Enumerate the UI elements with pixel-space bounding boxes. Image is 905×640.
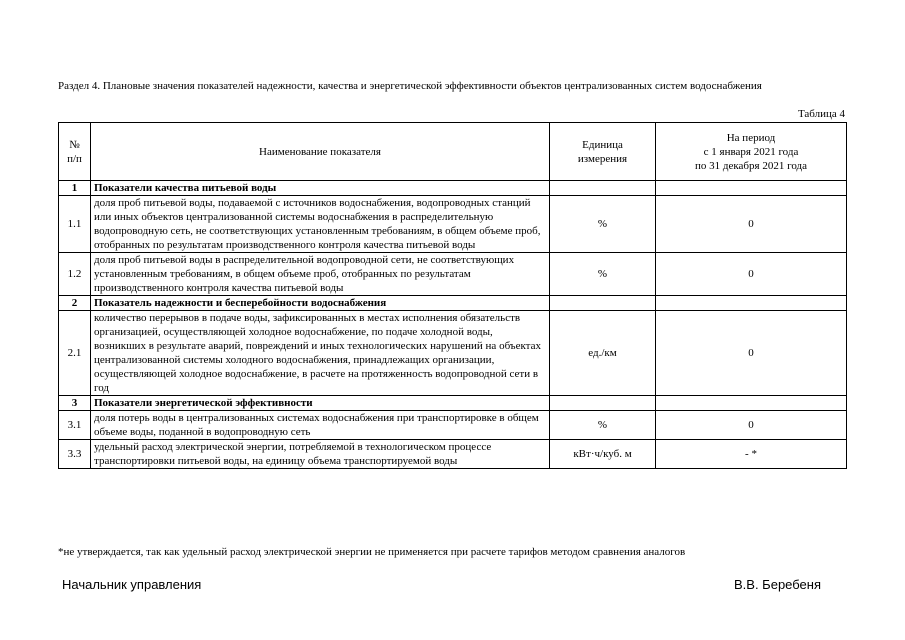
- indicators-table: [58, 122, 847, 469]
- cell-num: 1.1: [59, 196, 91, 253]
- cell-num: 1: [59, 181, 91, 196]
- cell-unit: [550, 396, 656, 411]
- cell-num: 2.1: [59, 311, 91, 396]
- cell-name: доля проб питьевой воды в распределительной водопроводной сети, не соответствующих установленным требованиям, в общем объеме проб, отобранных по результатам производственного контроля качества питьевой воды: [91, 253, 550, 296]
- cell-name: удельный расход электрической энергии, потребляемой в технологическом процессе транспортировки питьевой воды, на единицу объема транспортируемой воды: [91, 440, 550, 469]
- table-section-row: [59, 396, 847, 411]
- cell-num: 3.3: [59, 440, 91, 469]
- cell-unit: %: [550, 196, 656, 253]
- cell-value: 0: [656, 196, 847, 253]
- header-period-line2: с 1 января 2021 года: [703, 145, 799, 158]
- cell-name: Показатели качества питьевой воды: [91, 181, 550, 196]
- section-heading: Раздел 4. Плановые значения показателей надежности, качества и энергетической эффективности объектов централизованных систем водоснабжения: [58, 80, 762, 92]
- signer-title: Начальник управления: [62, 577, 202, 592]
- cell-unit: кВт·ч/куб. м: [550, 440, 656, 469]
- cell-name: Показатели энергетической эффективности: [91, 396, 550, 411]
- table-row: [59, 196, 847, 253]
- cell-unit: %: [550, 411, 656, 440]
- header-name: Наименование показателя: [91, 123, 550, 181]
- cell-num: 1.2: [59, 253, 91, 296]
- header-unit: Единица измерения: [550, 123, 656, 181]
- table-body: [59, 181, 847, 469]
- cell-unit: %: [550, 253, 656, 296]
- cell-num: 3: [59, 396, 91, 411]
- table-header-row: [59, 123, 847, 181]
- header-period-line1: На период: [726, 131, 776, 144]
- cell-value: 0: [656, 253, 847, 296]
- cell-name: Показатель надежности и бесперебойности водоснабжения: [91, 296, 550, 311]
- table-row: [59, 440, 847, 469]
- cell-value: [656, 296, 847, 311]
- cell-value: [656, 396, 847, 411]
- cell-value: 0: [656, 311, 847, 396]
- cell-unit: [550, 181, 656, 196]
- cell-unit: [550, 296, 656, 311]
- cell-unit: ед./км: [550, 311, 656, 396]
- cell-num: 2: [59, 296, 91, 311]
- cell-name: количество перерывов в подаче воды, зафиксированных в местах исполнения обязательств организацией, осуществляющей холодное водоснабжение, по подаче холодной воды, возникших в результате аварий, повреждений и иных технологических нарушений на объектах централизованной системы холодного водоснабжения, принадлежащих организации, осуществляющей холодное водоснабжение, в расчете на протяженность водопроводной сети в год: [91, 311, 550, 396]
- table-caption: Таблица 4: [797, 108, 845, 120]
- table-row: [59, 253, 847, 296]
- cell-value: [656, 181, 847, 196]
- footnote: *не утверждается, так как удельный расход электрической энергии не применяется при расчете тарифов методом сравнения аналогов: [58, 546, 686, 558]
- table-row: [59, 411, 847, 440]
- table-section-row: [59, 181, 847, 196]
- header-period-line3: по 31 декабря 2021 года: [695, 159, 807, 172]
- cell-name: доля проб питьевой воды, подаваемой с источников водоснабжения, водопроводных станций или иных объектов централизованной системы водоснабжения в распределительную водопроводную сеть, не соответствующих установленным требованиям, в общем объеме проб, отобранных по результатам производственного контроля качества питьевой воды: [91, 196, 550, 253]
- cell-value: 0: [656, 411, 847, 440]
- signer-name: В.В. Беребеня: [734, 577, 822, 592]
- header-num: № п/п: [59, 123, 91, 181]
- cell-num: 3.1: [59, 411, 91, 440]
- cell-value: - *: [656, 440, 847, 469]
- table-row: [59, 311, 847, 396]
- header-period: [656, 123, 847, 181]
- table-section-row: [59, 296, 847, 311]
- cell-name: доля потерь воды в централизованных системах водоснабжения при транспортировке в общем объеме воды, поданной в водопроводную сеть: [91, 411, 550, 440]
